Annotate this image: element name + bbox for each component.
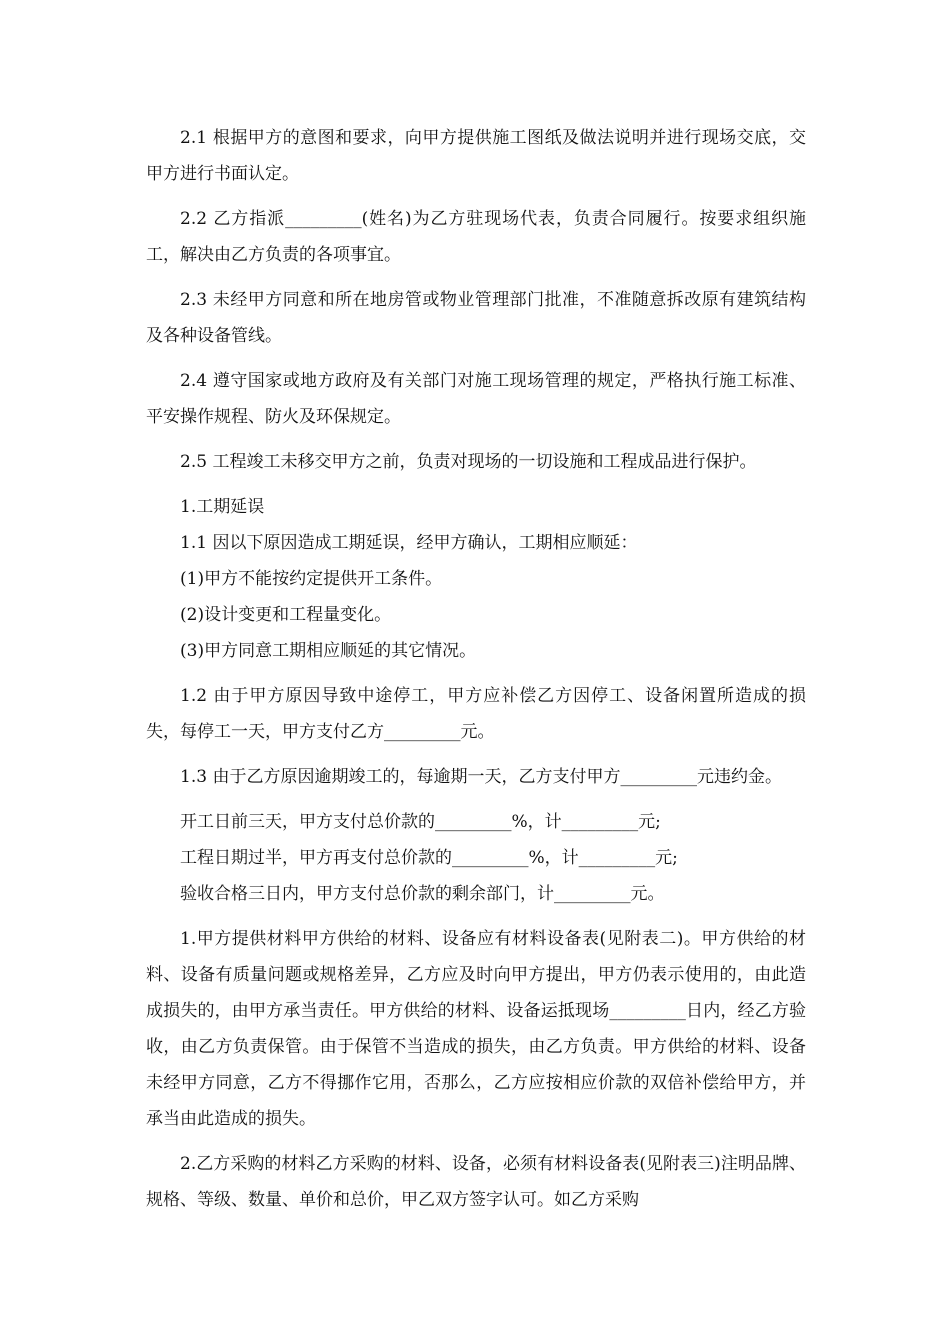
list-item-3: (3)甲方同意工期相应顺延的其它情况。: [180, 641, 477, 661]
payment-line-1: 开工日前三天，甲方支付总价款的_________%，计_________元;: [180, 812, 661, 832]
section-heading-delay: 1.工期延误: [180, 497, 265, 517]
clause-2-4: 2.4 遵守国家或地方政府及有关部门对施工现场管理的规定，严格执行施工标准、平安操作规程、防火及环保规定。: [146, 371, 806, 427]
clause-1-3: 1.3 由于乙方原因逾期竣工的，每逾期一天，乙方支付甲方_________元违约金。: [180, 767, 782, 787]
clause-2-3: 2.3 未经甲方同意和所在地房管或物业管理部门批准，不准随意拆改原有建筑结构及各种设备管线。: [146, 290, 806, 346]
list-item-2: (2)设计变更和工程量变化。: [180, 605, 392, 625]
clause-2-1: 2.1 根据甲方的意图和要求，向甲方提供施工图纸及做法说明并进行现场交底，交甲方进行书面认定。: [146, 128, 806, 184]
clause-1-1: 1.1 因以下原因造成工期延误，经甲方确认，工期相应顺延：: [180, 533, 638, 553]
materials-clause-1: 1.甲方提供材料甲方供给的材料、设备应有材料设备表(见附表二)。甲方供给的材料、设备有质量问题或规格差异，乙方应及时向甲方提出，甲方仍表示使用的，由此造成损失的，由甲方承当责任。甲方供给的材料、设备运抵现场_________日内，经乙方验收，由乙方负责保管。由于保管不当造成的损失，由乙方负责。甲方供给的材料、设备未经甲方同意，乙方不得挪作它用，否那么，乙方应按相应价款的双倍补偿给甲方，并承当由此造成的损失。: [146, 929, 806, 1129]
clause-1-2: 1.2 由于甲方原因导致中途停工，甲方应补偿乙方因停工、设备闲置所造成的损失，每停工一天，甲方支付乙方_________元。: [146, 686, 806, 742]
document-page: [146, 120, 806, 1227]
materials-clause-2: 2.乙方采购的材料乙方采购的材料、设备，必须有材料设备表(见附表三)注明品牌、规格、等级、数量、单价和总价，甲乙双方签字认可。如乙方采购: [146, 1154, 806, 1210]
clause-2-2: 2.2 乙方指派_________(姓名)为乙方驻现场代表，负责合同履行。按要求组织施工，解决由乙方负责的各项事宜。: [146, 209, 806, 265]
list-item-1: (1)甲方不能按约定提供开工条件。: [180, 569, 443, 589]
payment-line-2: 工程日期过半，甲方再支付总价款的_________%，计_________元;: [180, 848, 678, 868]
clause-2-5: 2.5 工程竣工未移交甲方之前，负责对现场的一切设施和工程成品进行保护。: [180, 452, 757, 472]
payment-line-3: 验收合格三日内，甲方支付总价款的剩余部门，计_________元。: [180, 884, 665, 904]
